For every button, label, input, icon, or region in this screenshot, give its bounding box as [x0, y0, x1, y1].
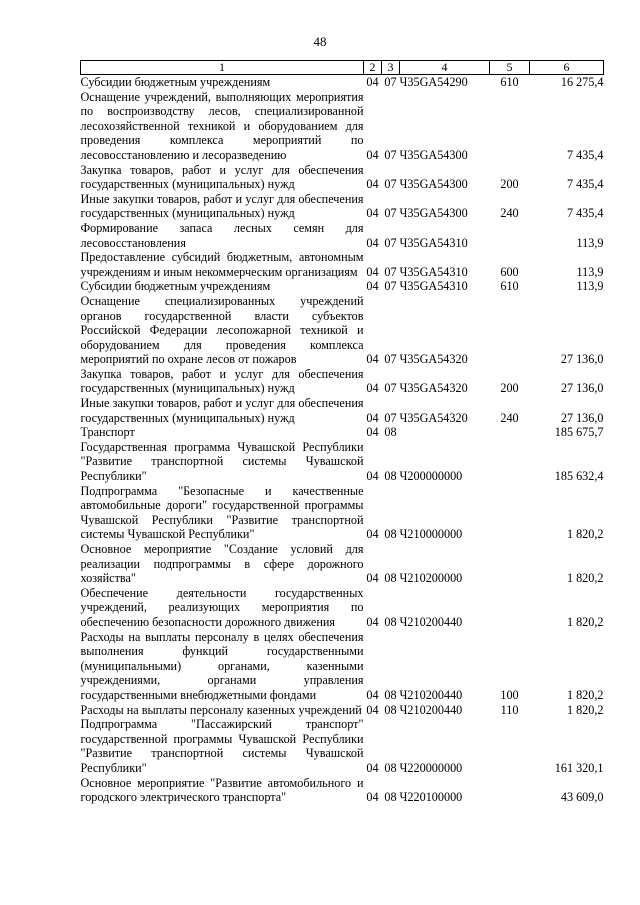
table-row	[81, 630, 604, 703]
row-name: Закупка товаров, работ и услуг для обеспечения государственных (муниципальных) нужд	[80, 162, 364, 192]
row-amount: 7 435,4	[566, 147, 604, 162]
row-target-code: Ч35GA54290	[399, 75, 468, 89]
table-row	[81, 163, 604, 192]
row-section: 04	[366, 206, 379, 221]
row-amount: 1 820,2	[566, 571, 604, 586]
table-row	[81, 586, 604, 630]
row-amount: 27 136,0	[560, 352, 604, 367]
row-name: Основное мероприятие "Создание условий для реализации подпрограммы в сфере дорожного хозяйства"	[80, 542, 364, 586]
table-row	[81, 717, 604, 775]
table-row	[81, 90, 604, 163]
table-row	[81, 703, 604, 718]
row-amount: 7 435,4	[566, 177, 604, 192]
table-row	[81, 75, 604, 90]
table-row	[81, 542, 604, 586]
page-number: 48	[313, 34, 327, 49]
row-subsection: 08	[384, 760, 397, 775]
table-row	[81, 279, 604, 294]
row-name: Расходы на выплаты персоналу казенных учреждений	[80, 702, 362, 717]
row-subsection: 07	[384, 264, 397, 279]
row-expense-type	[490, 586, 530, 630]
row-section: 04	[366, 425, 379, 440]
row-expense-type: 110	[500, 702, 519, 717]
row-expense-type: 240	[500, 410, 519, 425]
column-header: 3	[382, 61, 400, 75]
row-amount: 113,9	[576, 279, 604, 294]
row-amount: 185 675,7	[554, 425, 604, 440]
table-row	[81, 425, 604, 440]
table-row	[81, 294, 604, 367]
row-expense-type	[490, 440, 530, 484]
row-expense-type	[490, 90, 530, 163]
row-amount: 1 820,2	[566, 527, 604, 542]
row-amount: 113,9	[576, 264, 604, 279]
row-subsection: 07	[384, 279, 397, 294]
row-amount: 43 609,0	[560, 790, 604, 805]
row-subsection: 08	[384, 790, 397, 805]
table-row	[81, 367, 604, 396]
row-expense-type: 100	[500, 687, 519, 702]
row-name: Транспорт	[80, 425, 135, 440]
row-name: Иные закупки товаров, работ и услуг для обеспечения государственных (муниципальных) нужд	[80, 191, 364, 221]
row-target-code: Ч210200440	[399, 687, 463, 702]
row-section: 04	[366, 352, 379, 367]
row-section: 04	[366, 235, 379, 250]
column-header: 1	[81, 61, 364, 75]
row-target-code: Ч210000000	[399, 527, 463, 542]
row-target-code: Ч200000000	[399, 469, 463, 484]
row-subsection: 07	[384, 147, 397, 162]
row-target-code	[400, 425, 490, 440]
row-expense-type	[490, 221, 530, 250]
row-expense-type	[490, 425, 530, 440]
row-section: 04	[366, 702, 379, 717]
row-section: 04	[366, 410, 379, 425]
row-subsection: 08	[384, 614, 397, 629]
row-amount: 27 136,0	[560, 381, 604, 396]
row-section: 04	[366, 279, 379, 294]
row-expense-type: 600	[500, 264, 519, 279]
row-target-code: Ч35GA54320	[399, 352, 468, 367]
row-name: Оснащение учреждений, выполняющих мероприятия по воспроизводству лесов, специализированной лесохозяйственной техникой и оборудованием для проведения комплекса мероприятий по лесовосстановлению и лесоразведению	[80, 89, 364, 162]
row-section: 04	[366, 264, 379, 279]
row-amount: 1 820,2	[566, 614, 604, 629]
column-header: 4	[400, 61, 490, 75]
row-section: 04	[366, 469, 379, 484]
table-row	[81, 776, 604, 805]
row-expense-type: 610	[500, 279, 519, 294]
row-name: Подпрограмма "Безопасные и качественные автомобильные дороги" государственной программы Чувашской Республики "Развитие транспортной системы Чувашской Республики"	[80, 483, 364, 542]
row-subsection: 08	[384, 687, 397, 702]
row-target-code: Ч35GA54310	[399, 264, 468, 279]
row-section: 04	[366, 147, 379, 162]
row-section: 04	[366, 381, 379, 396]
row-section: 04	[366, 571, 379, 586]
row-subsection: 07	[384, 410, 397, 425]
row-target-code: Ч220000000	[399, 760, 463, 775]
row-expense-type: 200	[500, 177, 519, 192]
row-section: 04	[366, 75, 379, 89]
row-target-code: Ч35GA54300	[399, 177, 468, 192]
row-amount: 16 275,4	[560, 75, 604, 89]
row-name: Государственная программа Чувашской Республики "Развитие транспортной системы Чувашской Республики"	[80, 439, 364, 484]
row-section: 04	[366, 177, 379, 192]
row-subsection: 07	[384, 177, 397, 192]
row-name: Иные закупки товаров, работ и услуг для обеспечения государственных (муниципальных) нужд	[80, 396, 364, 425]
row-amount: 1 820,2	[566, 687, 604, 702]
row-name: Предоставление субсидий бюджетным, автономным учреждениям и иным некоммерческим организациям	[80, 250, 364, 279]
row-name: Формирование запаса лесных семян для лесовосстановления	[80, 220, 364, 250]
row-amount: 161 320,1	[554, 760, 604, 775]
row-target-code: Ч35GA54320	[399, 410, 468, 425]
row-target-code: Ч210200000	[399, 571, 463, 586]
table-row	[81, 250, 604, 279]
row-subsection: 07	[384, 381, 397, 396]
row-name: Расходы на выплаты персоналу в целях обеспечения выполнения функций государственными (муниципальными) органами, казенными учреждениями, органами управления государственными внебюджетными фондами	[80, 629, 364, 702]
row-target-code: Ч35GA54300	[399, 206, 468, 221]
row-name: Субсидии бюджетным учреждениям	[80, 279, 271, 294]
row-name: Субсидии бюджетным учреждениям	[80, 75, 271, 89]
table-row	[81, 192, 604, 221]
row-amount: 7 435,4	[566, 206, 604, 221]
column-header: 6	[530, 61, 604, 75]
row-expense-type	[490, 542, 530, 586]
table-header-row	[81, 61, 604, 75]
row-subsection: 08	[384, 571, 397, 586]
row-target-code: Ч35GA54310	[399, 279, 468, 294]
row-section: 04	[366, 760, 379, 775]
row-name: Оснащение специализированных учреждений органов государственной власти субъектов Российской Федерации лесопожарной техникой и оборудованием для проведения комплекса мероприятий по охране лесов от пожаров	[80, 293, 364, 367]
table-row	[81, 440, 604, 484]
column-header: 2	[364, 61, 382, 75]
row-subsection: 08	[384, 527, 397, 542]
row-subsection: 07	[384, 75, 397, 89]
row-expense-type: 240	[500, 206, 519, 221]
row-amount: 1 820,2	[566, 702, 604, 717]
row-target-code: Ч35GA54310	[399, 235, 468, 250]
row-subsection: 07	[384, 352, 397, 367]
row-subsection: 07	[384, 206, 397, 221]
column-header: 5	[490, 61, 530, 75]
row-name: Основное мероприятие "Развитие автомобильного и городского электрического транспорта"	[80, 775, 364, 805]
row-amount: 27 136,0	[560, 410, 604, 425]
row-expense-type	[490, 484, 530, 542]
row-expense-type	[490, 776, 530, 805]
table-row	[81, 484, 604, 542]
row-target-code: Ч220100000	[399, 790, 463, 805]
table-row	[81, 396, 604, 425]
row-section: 04	[366, 527, 379, 542]
row-name: Закупка товаров, работ и услуг для обеспечения государственных (муниципальных) нужд	[80, 366, 364, 396]
row-expense-type: 200	[500, 381, 519, 396]
row-name: Обеспечение деятельности государственных учреждений, реализующих мероприятия по обеспечению безопасности дорожного движения	[80, 585, 364, 629]
row-target-code: Ч35GA54320	[399, 381, 468, 396]
row-subsection: 08	[384, 469, 397, 484]
row-target-code: Ч210200440	[399, 614, 463, 629]
row-name: Подпрограмма "Пассажирский транспорт" государственной программы Чувашской Республики "Развитие транспортной системы Чувашской Республики"	[80, 717, 364, 775]
row-expense-type	[490, 717, 530, 775]
budget-table	[80, 60, 604, 805]
row-expense-type	[490, 294, 530, 367]
row-target-code: Ч210200440	[399, 702, 463, 717]
row-subsection: 07	[384, 235, 397, 250]
row-subsection: 08	[384, 702, 397, 717]
row-amount: 185 632,4	[554, 469, 604, 484]
table-row	[81, 221, 604, 250]
row-subsection: 08	[384, 425, 397, 440]
row-target-code: Ч35GA54300	[399, 147, 468, 162]
row-section: 04	[366, 614, 379, 629]
row-section: 04	[366, 790, 379, 805]
row-section: 04	[366, 687, 379, 702]
row-expense-type: 610	[500, 75, 519, 89]
row-amount: 113,9	[576, 235, 604, 250]
